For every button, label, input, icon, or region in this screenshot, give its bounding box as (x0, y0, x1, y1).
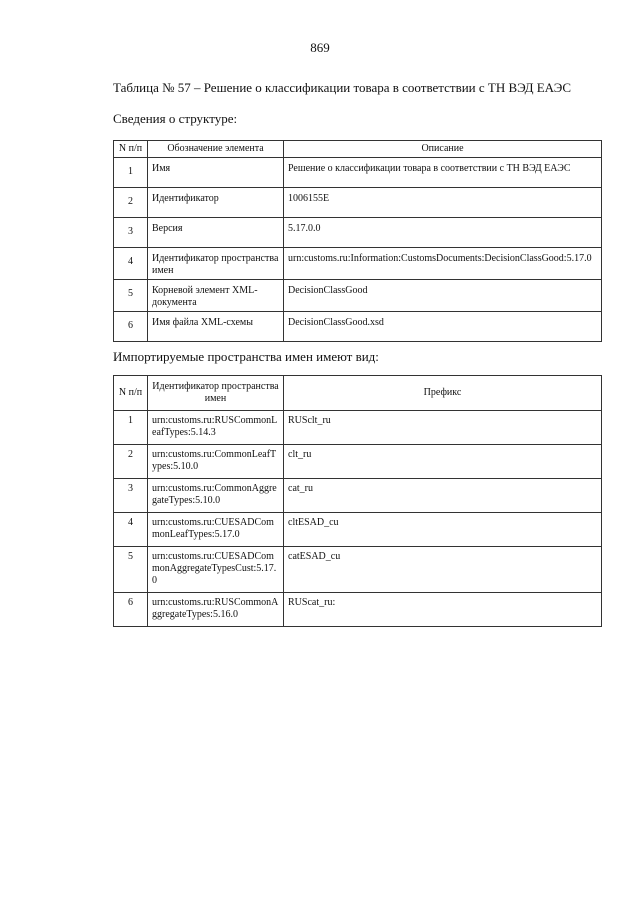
namespace-id: urn:customs.ru:CommonLeafTypes:5.10.0 (148, 445, 284, 479)
column-header: Префикс (284, 376, 602, 411)
column-header: Описание (284, 141, 602, 158)
column-header: N п/п (114, 376, 148, 411)
row-number: 5 (114, 280, 148, 312)
namespace-prefix: cltESAD_cu (284, 513, 602, 547)
element-description: urn:customs.ru:Information:CustomsDocuments:DecisionClassGood:5.17.0 (284, 248, 602, 280)
row-number: 6 (114, 593, 148, 627)
table-row (114, 280, 602, 312)
namespace-prefix: clt_ru (284, 445, 602, 479)
structure-table (113, 140, 602, 342)
element-description: Решение о классификации товара в соответствии с ТН ВЭД ЕАЭС (284, 158, 602, 188)
row-number: 5 (114, 547, 148, 593)
namespace-prefix: catESAD_cu (284, 547, 602, 593)
namespace-id: urn:customs.ru:CUESADCommonAggregateTypesCust:5.17.0 (148, 547, 284, 593)
namespaces-caption: Импортируемые пространства имен имеют вид: (113, 349, 379, 364)
table-row (114, 218, 602, 248)
column-header: N п/п (114, 141, 148, 158)
element-description: DecisionClassGood (284, 280, 602, 312)
column-header: Обозначение элемента (148, 141, 284, 158)
table-row (114, 513, 602, 547)
row-number: 2 (114, 445, 148, 479)
row-number: 6 (114, 312, 148, 342)
table-row (114, 411, 602, 445)
page-number: 869 (310, 40, 330, 55)
row-number: 4 (114, 248, 148, 280)
element-name: Корневой элемент XML-документа (148, 280, 284, 312)
element-description: DecisionClassGood.xsd (284, 312, 602, 342)
table-row (114, 547, 602, 593)
element-name: Имя файла XML-схемы (148, 312, 284, 342)
row-number: 3 (114, 218, 148, 248)
row-number: 4 (114, 513, 148, 547)
table-row (114, 593, 602, 627)
table-header-row (114, 141, 602, 158)
table-row (114, 312, 602, 342)
row-number: 2 (114, 188, 148, 218)
namespace-prefix: cat_ru (284, 479, 602, 513)
table-row (114, 158, 602, 188)
row-number: 3 (114, 479, 148, 513)
row-number: 1 (114, 158, 148, 188)
element-name: Версия (148, 218, 284, 248)
table-header-row (114, 376, 602, 411)
namespace-id: urn:customs.ru:CUESADCommonLeafTypes:5.17.0 (148, 513, 284, 547)
element-name: Идентификатор (148, 188, 284, 218)
element-name: Имя (148, 158, 284, 188)
element-description: 1006155E (284, 188, 602, 218)
table-title: Таблица № 57 – Решение о классификации товара в соответствии с ТН ВЭД ЕАЭС (113, 80, 572, 95)
table-row (114, 479, 602, 513)
element-description: 5.17.0.0 (284, 218, 602, 248)
namespace-id: urn:customs.ru:RUSCommonAggregateTypes:5.16.0 (148, 593, 284, 627)
element-name: Идентификатор пространства имен (148, 248, 284, 280)
structure-caption: Сведения о структуре: (113, 111, 238, 126)
namespaces-table (113, 375, 602, 627)
table-row (114, 445, 602, 479)
table-row (114, 248, 602, 280)
column-header: Идентификатор пространства имен (148, 376, 284, 411)
namespace-id: urn:customs.ru:RUSCommonLeafTypes:5.14.3 (148, 411, 284, 445)
row-number: 1 (114, 411, 148, 445)
table-row (114, 188, 602, 218)
namespace-id: urn:customs.ru:CommonAggregateTypes:5.10.0 (148, 479, 284, 513)
namespace-prefix: RUScat_ru: (284, 593, 602, 627)
namespace-prefix: RUSclt_ru (284, 411, 602, 445)
